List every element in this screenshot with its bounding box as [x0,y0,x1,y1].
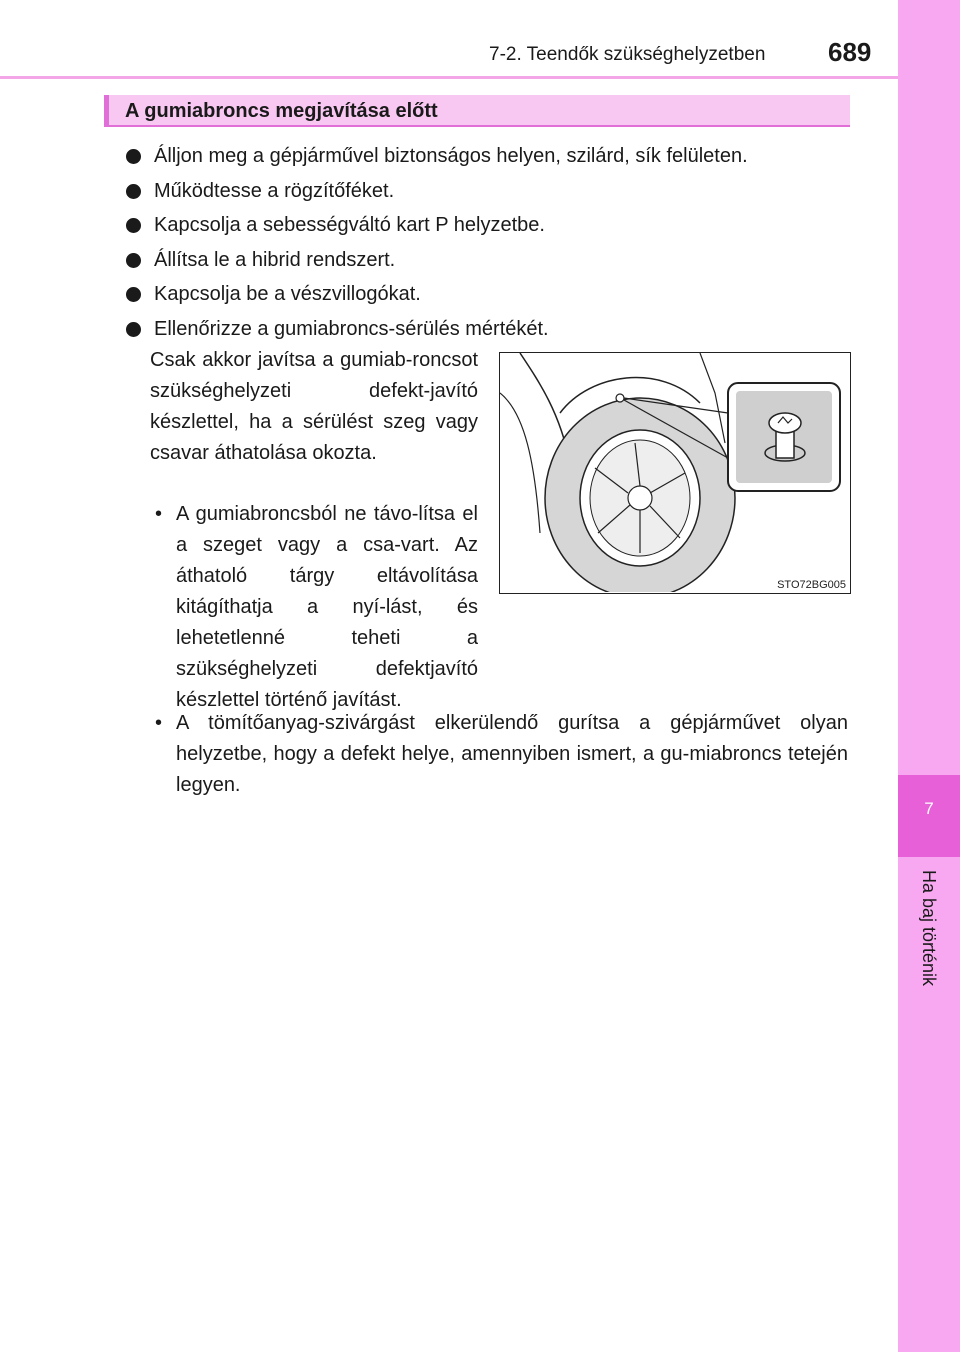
sub-bullet-text: A gumiabroncsból ne távo-lítsa el a szeget vagy a csa-vart. Az áthatoló tárgy eltávolítása kitágíthatja a nyí-lást, és lehetetlenné teheti a szükséghelyzeti defektjavító készlettel történő javítást. [176,503,478,711]
bullet-dot-icon [126,184,141,199]
bullet-item: Állítsa le a hibrid rendszert. [126,245,856,280]
bullet-dot-icon [126,287,141,302]
chapter-number-tab [898,775,960,857]
bullet-dot-icon [126,322,141,337]
bullet-item: Működtesse a rögzítőféket. [126,176,856,211]
bullet-dot-icon [126,149,141,164]
chapter-title: Ha baj történik [919,870,939,987]
page-number: 689 [828,37,872,67]
figure-label: STO72BG005 [777,579,846,591]
sub-bullet-mark: • [155,503,163,525]
body-paragraph: Csak akkor javítsa a gumiab-roncsot szükséghelyzeti defekt-javító készlettel, ha a sérülést szeg vagy csavar áthatolása okozta. [150,349,478,464]
sub-bullet-item [155,499,478,716]
chapter-number: 7 [924,799,934,818]
header-rule [0,76,898,79]
bullet-item: Kapcsolja a sebességváltó kart P helyzetbe. [126,210,856,245]
section-heading-box [104,95,850,127]
tire-with-screw-icon [500,353,849,592]
header-section-title: 7-2. Teendők szükséghelyzetben [489,44,766,65]
bullet-dot-icon [126,218,141,233]
chapter-side-tab [898,0,960,1352]
bullet-dot-icon [126,253,141,268]
section-title: A gumiabroncs megjavítása előtt [125,100,438,122]
bullet-item: Ellenőrizze a gumiabroncs-sérülés mértékét. [126,314,856,349]
sub-bullet-text: A tömítőanyag-szivárgást elkerülendő gurítsa a gépjárművet olyan helyzetbe, hogy a defekt helye, amennyiben ismert, a gu-miabroncs tetején legyen. [176,712,848,796]
bullet-item: Kapcsolja be a vészvillogókat. [126,279,856,314]
sub-bullet-item [155,708,848,801]
sub-bullet-mark: • [155,712,163,734]
bullet-item: Álljon meg a gépjárművel biztonságos helyen, szilárd, sík felületen. [126,141,856,176]
tire-illustration [499,352,851,594]
bullet-list [126,141,856,348]
